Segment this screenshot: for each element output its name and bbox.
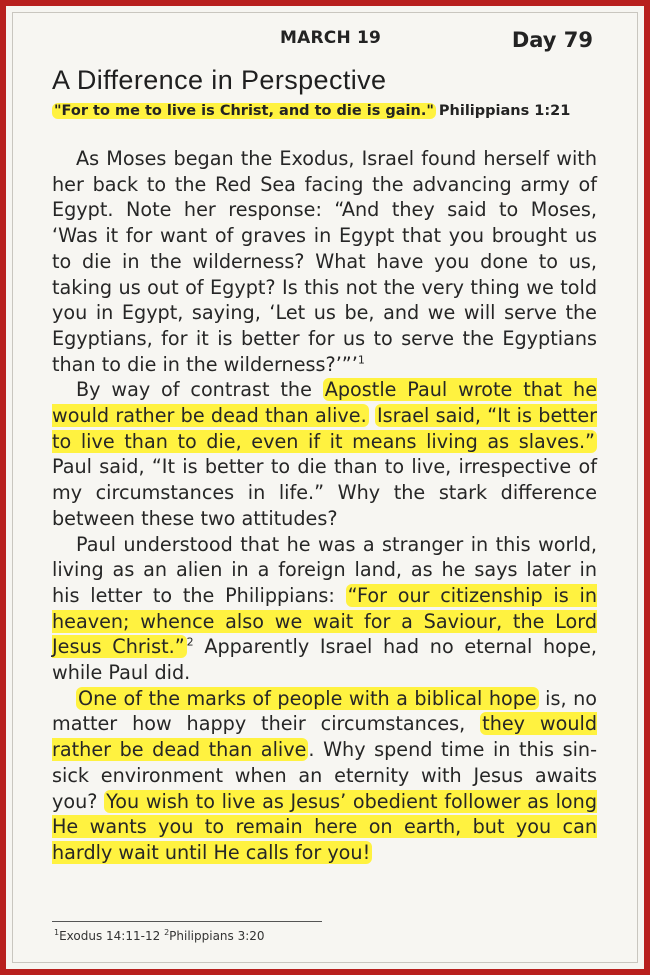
- footnote-text: Exodus 14:11-12: [59, 929, 161, 943]
- paragraph-text: [369, 404, 375, 427]
- footnote-number: 1: [54, 928, 60, 937]
- page-header: [52, 22, 597, 52]
- header-date: MARCH 19: [280, 28, 382, 48]
- paragraph: [52, 532, 597, 686]
- highlighted-text: Israel said, “It is better to live than to die, even if it means living as slaves.”: [52, 404, 598, 453]
- key-verse: [52, 98, 597, 124]
- paragraph-text: Apparently Israel had no eternal hope, while Paul did.: [52, 635, 597, 685]
- footnote-divider: [52, 921, 322, 922]
- footnote-marker: 1: [357, 353, 365, 367]
- highlighted-text: You wish to live as Jesus’ obedient follower as long He wants you to remain here on earth, but you can hardly wait until He calls for you!: [52, 789, 597, 864]
- highlighted-text: “For our citizenship is in heaven; whence also we wait for a Saviour, the Lord Jesus Christ.”: [52, 583, 597, 659]
- paragraph-text: As Moses began the Exodus, Israel found herself with her back to the Red Sea facing the advancing army of Egypt. Note her response: “And they said to Moses, ‘Was it for want of graves in Egypt that you brought us to die in the wilderness? What have you done to us, taking us out of Egypt? Is this not the very thing we told you in Egypt, saying, ‘Let us be, and we will serve the Egyptians, for it is better for us to serve the Egyptians than to die in the wilderness?’”’: [52, 147, 597, 376]
- devotional-body: [52, 146, 597, 866]
- highlighted-text: Apostle Paul wrote that he would rather be dead than alive.: [52, 378, 597, 428]
- paragraph: [52, 377, 597, 531]
- key-verse-text: "For to me to live is Christ, and to die is gain.": [54, 103, 434, 119]
- paragraph-text: Paul understood that he was a stranger in this world, living as an alien in a foreign land, as he says later in his letter to the Philippians:: [52, 532, 597, 607]
- footnote-marker: 2: [186, 635, 194, 649]
- paragraph-text: is, no matter how happy their circumstances,: [52, 686, 597, 736]
- paragraph-text: . Why spend time in this sin-sick environment when an eternity with Jesus awaits you?: [52, 738, 597, 813]
- paragraph-text: By way of contrast the: [76, 378, 323, 402]
- paragraph: [52, 146, 597, 377]
- footnote-number: 2: [164, 928, 170, 937]
- highlighted-text: they would rather be dead than alive: [52, 712, 597, 762]
- key-verse-reference: Philippians 1:21: [438, 103, 571, 119]
- footnote-text: Philippians 3:20: [169, 929, 265, 943]
- paragraph: [52, 686, 597, 866]
- footnotes: [54, 928, 265, 943]
- highlighted-text: One of the marks of people with a biblical hope: [78, 686, 537, 710]
- paragraph-text: Paul said, “It is better to die than to live, irrespective of my circumstances in life.” Why the stark difference between these two attitudes?: [52, 455, 597, 530]
- devotional-page: [52, 22, 597, 866]
- page-title: A Difference in Perspective: [52, 65, 387, 95]
- header-day-number: Day 79: [511, 28, 593, 52]
